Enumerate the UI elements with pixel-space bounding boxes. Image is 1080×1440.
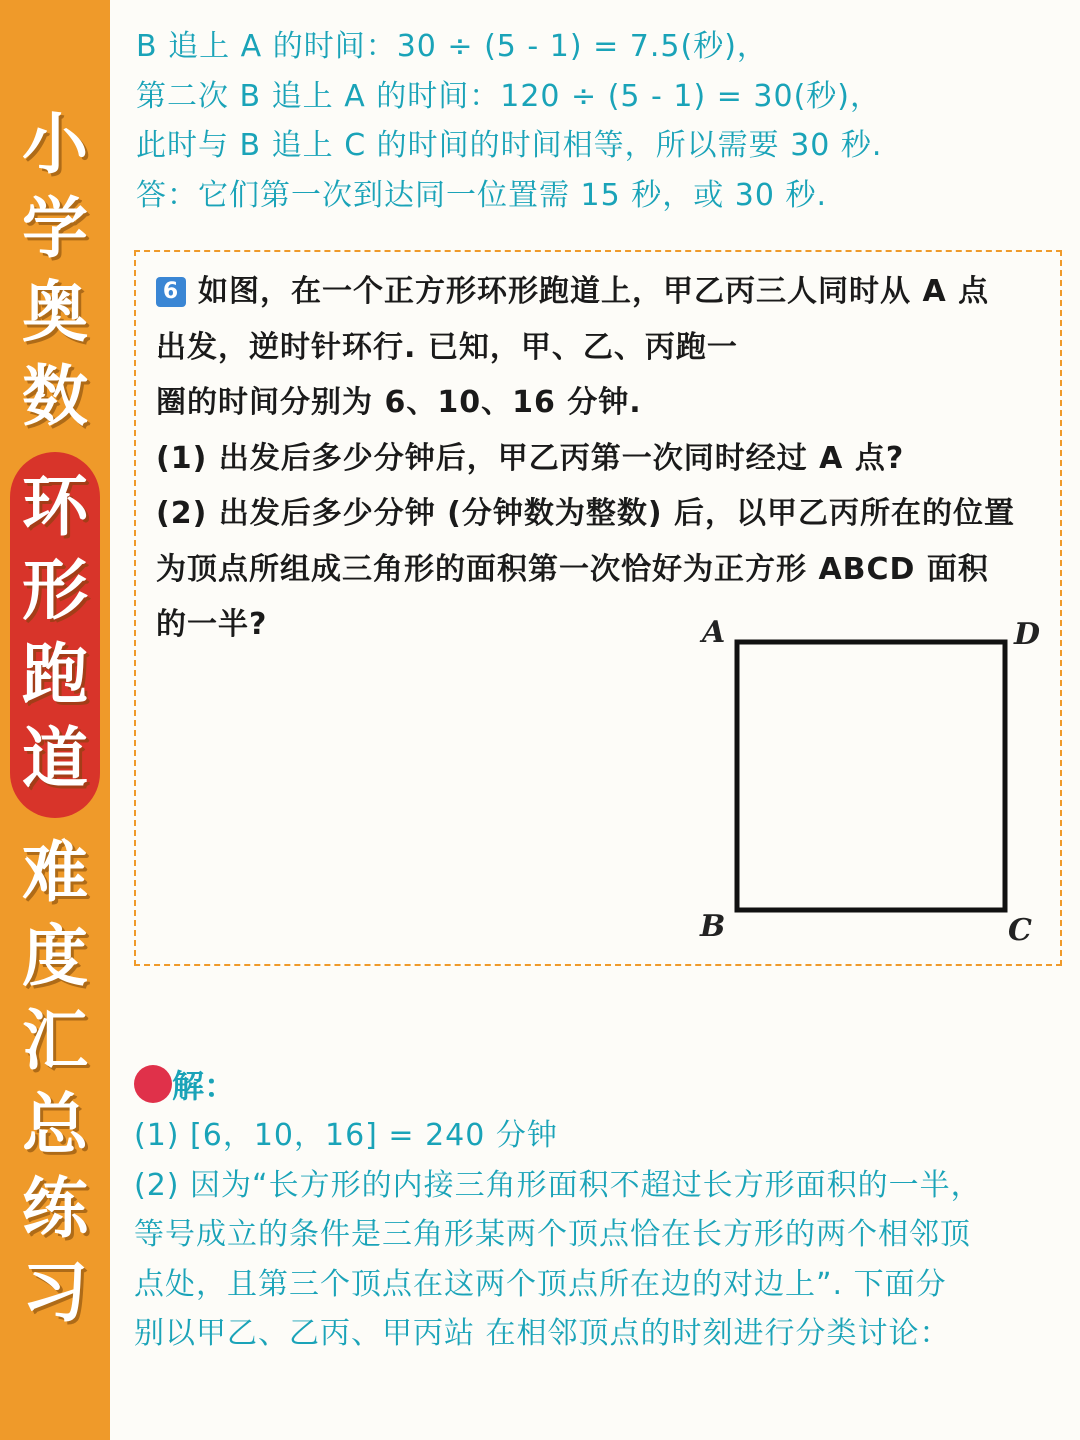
vertex-label-a: A [702, 615, 726, 650]
sidebar-title-char: 奥 [22, 274, 88, 351]
sidebar-subtitle-char: 汇 [22, 1002, 88, 1079]
solution-line: 别以甲乙、乙丙、甲丙站 在相邻顶点的时刻进行分类讨论： [134, 1316, 951, 1351]
answer-line: 答：它们第一次到达同一位置需 15 秒，或 30 秒. [136, 177, 828, 213]
problem-box [134, 250, 1062, 966]
vertex-label-b: B [700, 909, 726, 944]
previous-solution [136, 22, 1066, 220]
sidebar-subtitle-char: 练 [22, 1170, 88, 1247]
sidebar-topic-char: 道 [22, 720, 88, 797]
solution-line: (1) [6，10，16] = 240 分钟 [134, 1118, 558, 1153]
square-abcd [737, 642, 1005, 910]
problem-line: (1) 出发后多少分钟后，甲乙丙第一次同时经过 A 点? [156, 440, 905, 476]
problem-line: (2) 出发后多少分钟 (分钟数为整数) 后，以甲乙丙所在的位置 [156, 496, 1016, 531]
sidebar-topic-char: 环 [22, 468, 88, 545]
sidebar-subtitle-char: 难 [22, 834, 88, 911]
solution-line: 等号成立的条件是三角形某两个顶点恰在长方形的两个相邻顶 [134, 1217, 971, 1252]
problem-number-badge: 6 [156, 277, 186, 307]
problem-line: 出发，逆时针环行. 已知，甲、乙、丙跑一 [156, 329, 738, 365]
vertex-label-c: C [1008, 913, 1032, 944]
solution-line: B 追上 A 的时间：30 ÷ (5 - 1) = 7.5(秒)， [136, 29, 768, 64]
sidebar-subtitle-char: 度 [22, 918, 88, 995]
sidebar-topic-char: 跑 [22, 636, 88, 713]
problem-line: 圈的时间分别为 6、10、16 分钟. [156, 385, 642, 420]
problem-line-text: 如图，在一个正方形环形跑道上，甲乙丙三人同时从 A 点 [198, 274, 990, 309]
square-track-figure [696, 608, 1046, 944]
solution-heading-text: 解： [172, 1067, 237, 1105]
sidebar-subtitle-char: 总 [22, 1086, 88, 1163]
solution-line: 第二次 B 追上 A 的时间：120 ÷ (5 - 1) = 30(秒)， [136, 78, 881, 114]
solution-line: 此时与 B 追上 C 的时间的时间相等，所以需要 30 秒. [136, 128, 883, 163]
sidebar-topic-char: 形 [22, 552, 88, 629]
solution-line: 点处，且第三个顶点在这两个顶点所在边的对边上”. 下面分 [134, 1266, 947, 1302]
solution-section [134, 1061, 1064, 1359]
problem-line [156, 264, 1056, 320]
sidebar-title-char: 学 [22, 190, 88, 267]
solution-heading [134, 1061, 1064, 1111]
sidebar-subtitle-char: 习 [22, 1254, 88, 1331]
problem-line: 为顶点所组成三角形的面积第一次恰好为正方形 ABCD 面积 [156, 551, 989, 587]
sidebar-banner [0, 0, 110, 1440]
sidebar-title-char: 小 [22, 106, 88, 183]
sidebar-title-char: 数 [22, 358, 88, 435]
solution-line: (2) 因为“长方形的内接三角形面积不超过长方形面积的一半， [134, 1167, 982, 1203]
problem-line: 的一半? [156, 607, 268, 642]
bullet-icon [134, 1065, 172, 1103]
vertex-label-d: D [1014, 617, 1041, 652]
problem-statement [156, 264, 1056, 653]
